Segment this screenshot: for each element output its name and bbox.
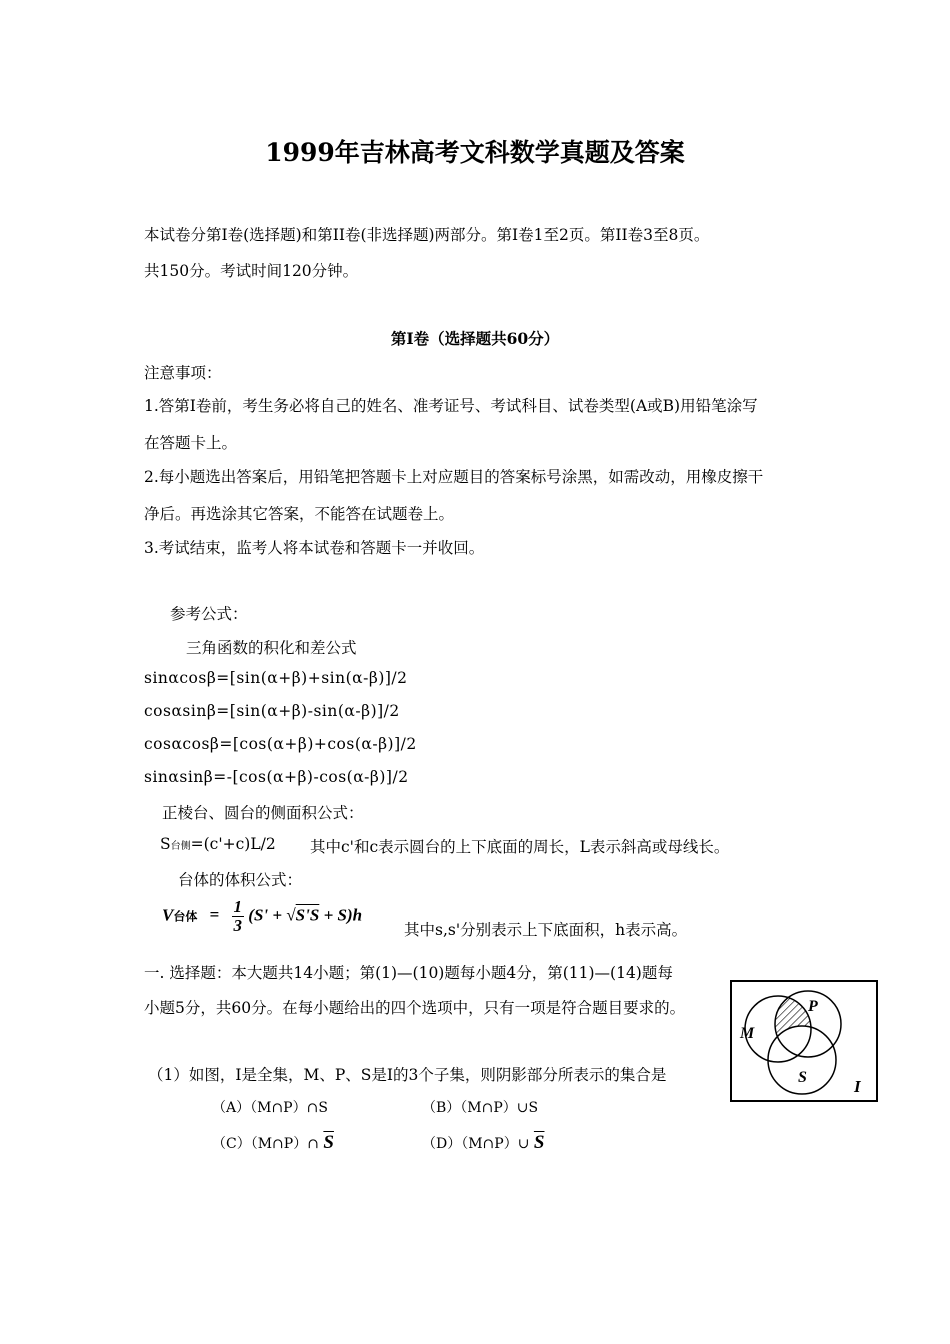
option-c bbox=[212, 1132, 334, 1154]
trig-title: 三角函数的积化和差公式 bbox=[186, 639, 357, 657]
volume-title: 台体的体积公式： bbox=[178, 871, 303, 889]
lateral-area-title: 正棱台、圆台的侧面积公式： bbox=[162, 804, 364, 822]
volume-formula bbox=[162, 898, 362, 935]
lateral-subscript: 台侧 bbox=[170, 841, 191, 852]
volume-fraction bbox=[232, 898, 245, 935]
label-s: S bbox=[798, 1069, 807, 1086]
label-m: M bbox=[740, 1025, 755, 1042]
notice-2a: 2.每小题选出答案后，用铅笔把答题卡上对应题目的答案标号涂黑，如需改动，用橡皮擦干 bbox=[144, 468, 764, 486]
fraction-denominator: 3 bbox=[233, 916, 243, 935]
intro-line-2: 共150分。考试时间120分钟。 bbox=[144, 262, 359, 280]
volume-sqrt-content: S'S bbox=[295, 905, 320, 925]
lateral-area-note: 其中c'和c表示圆台的上下底面的周长，L表示斜高或母线长。 bbox=[310, 838, 730, 856]
part1-heading-a: 一. 选择题：本大题共14小题；第(1)—(10)题每小题4分，第(11)—(14)题每 bbox=[144, 964, 673, 982]
option-c-complement-s: $\overline{S}$ bbox=[323, 1132, 334, 1153]
label-i: I bbox=[854, 1077, 861, 1096]
reference-formulas-title: 参考公式： bbox=[170, 605, 248, 623]
question-1: （1）如图，I是全集，M、P、S是I的3个子集，则阴影部分所表示的集合是 bbox=[148, 1066, 667, 1084]
option-d bbox=[422, 1132, 544, 1154]
volume-rest-a: (S' + bbox=[248, 905, 287, 925]
trig-formula-2: cosαsinβ=[sin(α+β)-sin(α-β)]/2 bbox=[144, 702, 400, 720]
volume-note: 其中s,s'分别表示上下底面积，h表示高。 bbox=[404, 921, 688, 939]
option-c-text: （C）（M∩P）∩ bbox=[212, 1136, 319, 1152]
section-heading: 第Ⅰ卷（选择题共60分） bbox=[390, 329, 560, 348]
option-b: （B）（M∩P）∪S bbox=[422, 1100, 539, 1116]
trig-formula-3: cosαcosβ=[cos(α+β)+cos(α-β)]/2 bbox=[144, 735, 417, 753]
fraction-numerator: 1 bbox=[233, 897, 243, 916]
label-p: P bbox=[808, 998, 818, 1015]
notice-1b: 在答题卡上。 bbox=[144, 434, 238, 452]
notice-1a: 1.答第Ⅰ卷前，考生务必将自己的姓名、准考证号、考试科目、试卷类型(A或B)用铅笔涂写 bbox=[144, 397, 758, 415]
sqrt-icon: √ bbox=[286, 905, 296, 925]
volume-lhs: V bbox=[162, 905, 174, 925]
volume-subscript: 台体 bbox=[173, 909, 198, 924]
intro-line-1: 本试卷分第Ⅰ卷(选择题)和第II卷(非选择题)两部分。第Ⅰ卷1至2页。第II卷3至8页。 bbox=[144, 226, 710, 244]
option-a: （A）（M∩P）∩S bbox=[212, 1100, 328, 1116]
lateral-area-formula bbox=[160, 835, 276, 853]
trig-formula-4: sinαsinβ=-[cos(α+β)-cos(α-β)]/2 bbox=[144, 768, 409, 786]
page-title: 1999年吉林高考文科数学真题及答案 bbox=[265, 138, 685, 167]
notice-3: 3.考试结束，监考人将本试卷和答题卡一并收回。 bbox=[144, 539, 485, 557]
notice-2b: 净后。再选涂其它答案，不能答在试题卷上。 bbox=[144, 505, 455, 523]
volume-equals: = bbox=[209, 905, 220, 925]
lateral-s: S bbox=[160, 835, 171, 853]
lateral-expression: =(c'+c)L/2 bbox=[190, 835, 276, 853]
volume-rest-b: + S)h bbox=[319, 905, 363, 925]
option-d-text: （D）（M∩P）∪ bbox=[422, 1136, 530, 1152]
venn-diagram bbox=[730, 980, 878, 1102]
notice-title: 注意事项： bbox=[144, 364, 222, 382]
trig-formula-1: sinαcosβ=[sin(α+β)+sin(α-β)]/2 bbox=[144, 669, 408, 687]
option-d-complement-s: $\overline{S}$ bbox=[533, 1132, 545, 1153]
part1-heading-b: 小题5分，共60分。在每小题给出的四个选项中，只有一项是符合题目要求的。 bbox=[144, 999, 686, 1017]
